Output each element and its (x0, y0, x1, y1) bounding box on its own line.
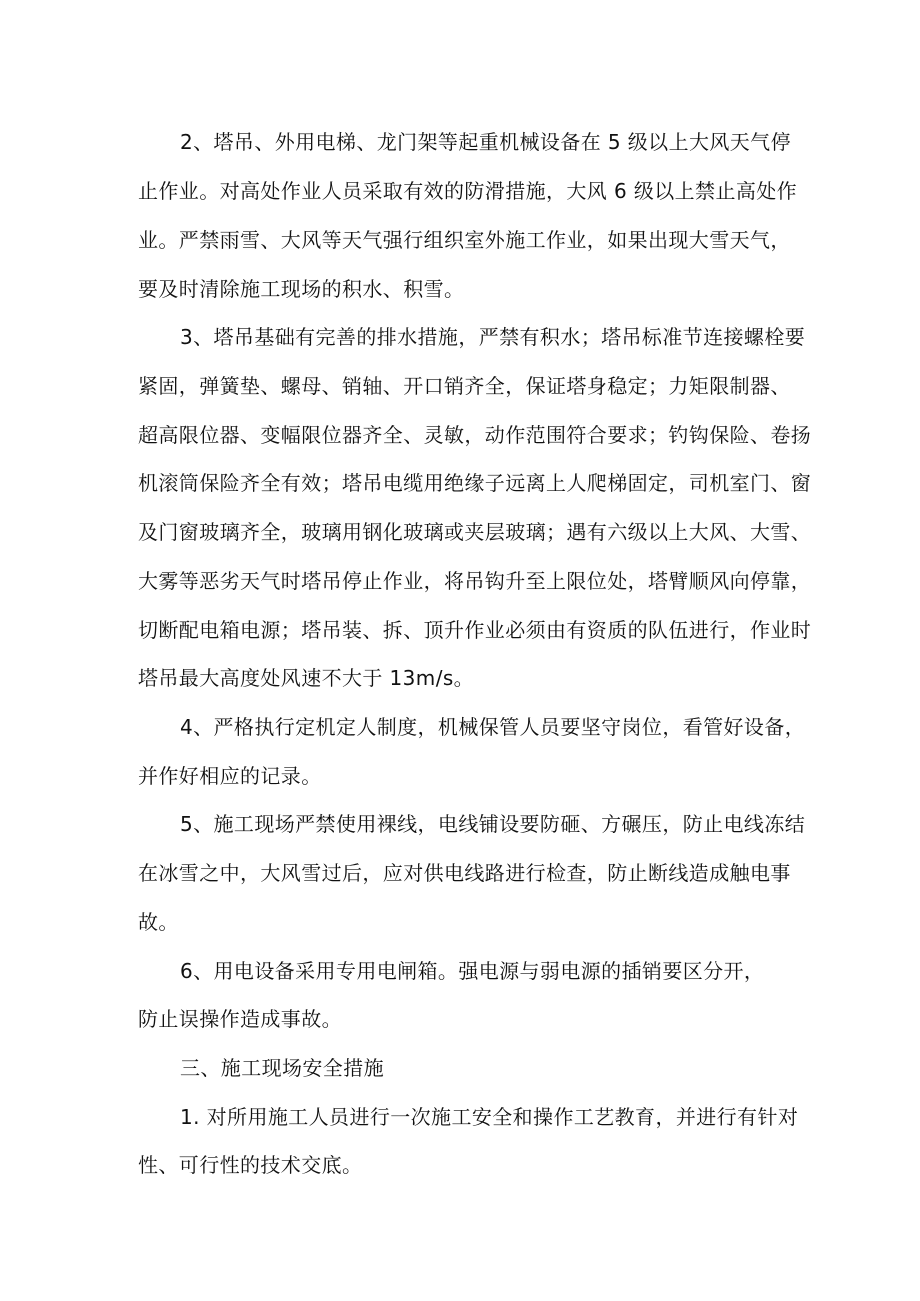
paragraph-3-line-5: 及门窗玻璃齐全，玻璃用钢化玻璃或夹层玻璃；遇有六级以上大风、大雪、 (138, 520, 812, 544)
paragraph-6-line-2: 防止误操作造成事故。 (138, 1007, 342, 1031)
section-3-item-1-line-1: 1. 对所用施工人员进行一次施工安全和操作工艺教育，并进行有针对 (180, 1105, 799, 1129)
paragraph-6-line-1: 6、用电设备采用专用电闸箱。强电源与弱电源的插销要区分开， (180, 959, 765, 983)
section-3-item-1-line-2: 性、可行性的技术交底。 (138, 1153, 363, 1177)
paragraph-3-line-8: 塔吊最大高度处风速不大于 13m/s。 (138, 666, 475, 690)
section-3-heading: 三、施工现场安全措施 (180, 1056, 384, 1080)
paragraph-2-line-4: 要及时清除施工现场的积水、积雪。 (138, 277, 465, 301)
paragraph-3-line-6: 大雾等恶劣天气时塔吊停止作业，将吊钩升至上限位处，塔臂顺风向停靠， (138, 569, 812, 593)
paragraph-3-line-2: 紧固，弹簧垫、螺母、销轴、开口销齐全，保证塔身稳定；力矩限制器、 (138, 374, 791, 398)
paragraph-5-line-3: 故。 (138, 910, 179, 934)
paragraph-3-line-3: 超高限位器、变幅限位器齐全、灵敏，动作范围符合要求；钓钩保险、卷扬 (138, 423, 812, 447)
paragraph-2-line-3: 业。严禁雨雪、大风等天气强行组织室外施工作业，如果出现大雪天气， (138, 228, 791, 252)
paragraph-4-line-2: 并作好相应的记录。 (138, 764, 322, 788)
paragraph-4-line-1: 4、严格执行定机定人制度，机械保管人员要坚守岗位，看管好设备， (180, 715, 806, 739)
paragraph-3-line-1: 3、塔吊基础有完善的排水措施，严禁有积水；塔吊标准节连接螺栓要 (180, 325, 806, 349)
paragraph-2-line-1: 2、塔吊、外用电梯、龙门架等起重机械设备在 5 级以上大风天气停 (180, 130, 791, 154)
paragraph-2-line-2: 止作业。对高处作业人员采取有效的防滑措施，大风 6 级以上禁止高处作 (138, 179, 798, 203)
paragraph-3-line-7: 切断配电箱电源；塔吊装、拆、顶升作业必须由有资质的队伍进行，作业时 (138, 618, 812, 642)
paragraph-3-line-4: 机滚筒保险齐全有效；塔吊电缆用绝缘子远离上人爬梯固定，司机室门、窗 (138, 471, 812, 495)
paragraph-5-line-2: 在冰雪之中，大风雪过后，应对供电线路进行检查，防止断线造成触电事 (138, 861, 791, 885)
paragraph-5-line-1: 5、施工现场严禁使用裸线，电线铺设要防砸、方碾压，防止电线冻结 (180, 812, 806, 836)
